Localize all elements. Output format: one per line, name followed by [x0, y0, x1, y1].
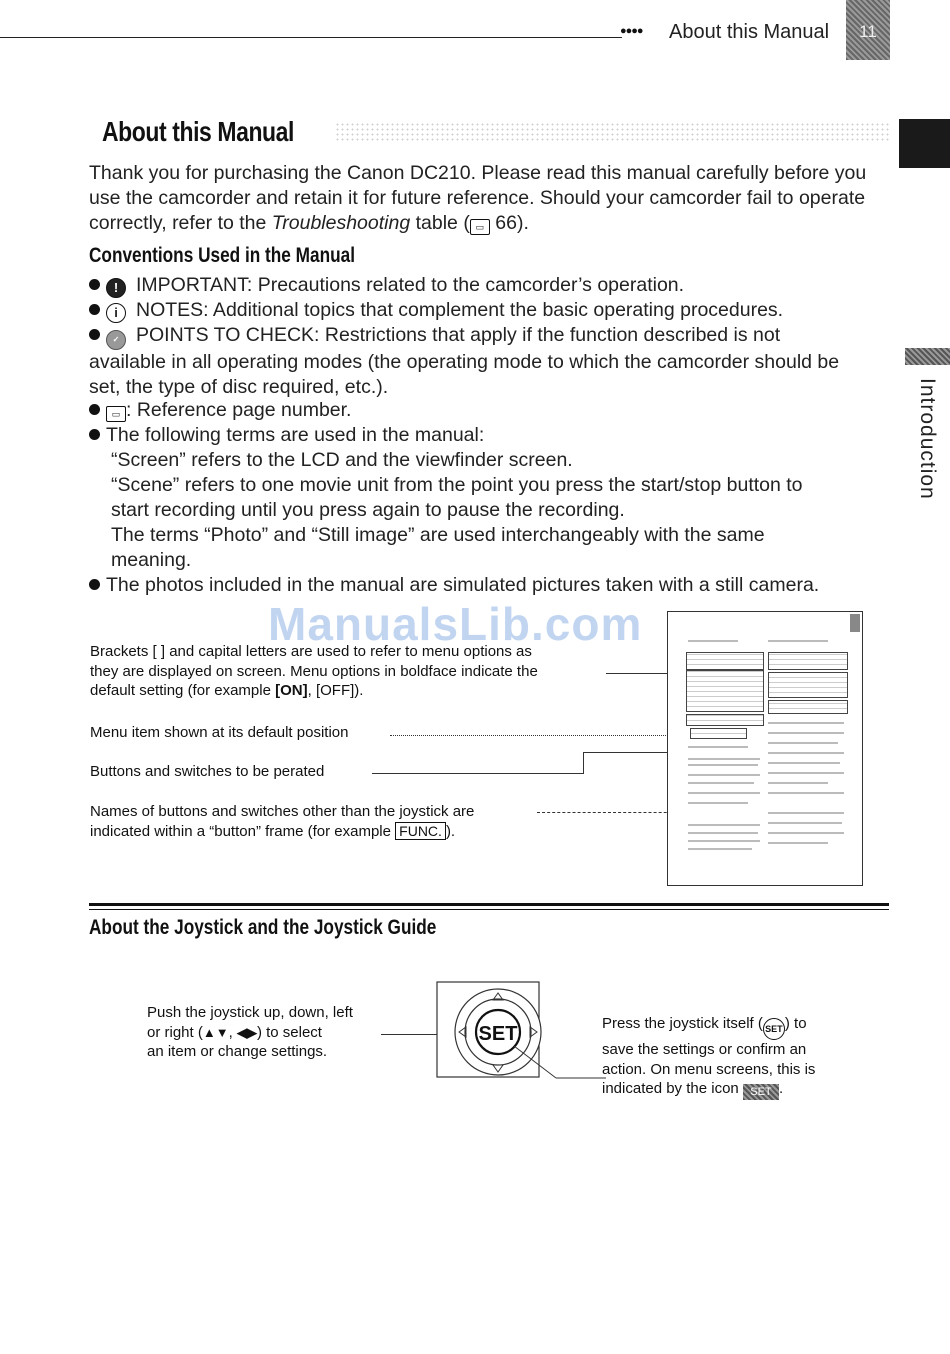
- set-button-icon: SET: [763, 1018, 785, 1040]
- thumb-text: [768, 842, 828, 844]
- notes-text: NOTES: Additional topics that complement the basic operating procedures.: [136, 299, 784, 321]
- thumb-text: [688, 840, 760, 842]
- thumb-text: [768, 772, 844, 774]
- side-tab-hatch: [905, 348, 950, 365]
- intro-close: ).: [516, 212, 529, 234]
- photo-term-line2: meaning.: [111, 549, 192, 571]
- important-icon: !: [106, 278, 126, 298]
- thumb-text: [688, 764, 758, 766]
- troubleshooting-ref: Troubleshooting: [271, 212, 411, 234]
- screen-term: “Screen” refers to the LCD and the viewfinder screen.: [111, 449, 573, 471]
- press-line4: indicated by the icon: [602, 1080, 739, 1097]
- title-decoration: [335, 122, 891, 142]
- watermark: ManualsLib.com: [268, 598, 643, 650]
- callout-menu-item: Menu item shown at its default position: [90, 724, 349, 741]
- book-icon: ▭: [106, 406, 126, 422]
- thumb-text: [688, 802, 748, 804]
- press-line1-end: ) to: [784, 1015, 807, 1032]
- page-title: About this Manual: [102, 116, 295, 147]
- joystick-push-text: [147, 1003, 353, 1062]
- thumb-tab: [850, 614, 860, 632]
- thumb-box: [768, 700, 848, 714]
- thumb-text: [688, 774, 760, 776]
- thumb-text: [688, 782, 754, 784]
- leader-line: [390, 735, 690, 736]
- terms-text: The following terms are used in the manual:: [106, 424, 485, 446]
- bullet-icon: [89, 304, 100, 315]
- thumb-text: [688, 824, 760, 826]
- thumb-text: [688, 746, 748, 748]
- thumb-box: [768, 672, 848, 698]
- leader-line: [583, 752, 584, 773]
- thumb-text: [768, 782, 828, 784]
- important-text: IMPORTANT: Precautions related to the camcorder’s operation.: [136, 274, 685, 296]
- default-option: [ON]: [275, 682, 308, 699]
- brackets-line3-end: , [OFF]).: [307, 682, 364, 699]
- callout-brackets: [90, 642, 538, 701]
- names-line2: indicated within a “button” frame (for example: [90, 822, 396, 840]
- header-title: About this Manual: [669, 21, 830, 43]
- names-line2-end: ).: [445, 822, 456, 840]
- photo-term-line1: The terms “Photo” and “Still image” are used interchangeably with the same: [111, 524, 765, 546]
- thumb-text: [768, 792, 844, 794]
- press-line2: save the settings or confirm an: [602, 1041, 807, 1058]
- press-line3: action. On menu screens, this is: [602, 1060, 816, 1078]
- bullet-icon: [89, 279, 100, 290]
- thumb-box: [686, 714, 764, 726]
- push-line2: or right (: [147, 1023, 203, 1041]
- thumb-text: [768, 742, 838, 744]
- points-line3: set, the type of disc required, etc.).: [89, 376, 389, 398]
- callout-names: [90, 802, 474, 841]
- thumb-text: [768, 762, 840, 764]
- intro-text: Thank you for purchasing the Canon DC210. Please read this manual carefully before you use the camcorder and retain it for future reference. Should your camcorder fail to operate correctly, refer to the: [89, 162, 867, 234]
- thumb-text: [768, 832, 844, 834]
- joystick-heading: About the Joystick and the Joystick Guide: [89, 916, 437, 939]
- push-line1: Push the joystick up, down, left: [147, 1004, 353, 1021]
- convention-notes: [89, 298, 889, 323]
- press-line1: Press the joystick itself (: [602, 1015, 763, 1032]
- joystick-press-text: [602, 1014, 815, 1100]
- func-button-frame: FUNC.: [395, 822, 446, 840]
- header-dots: ●●●●: [620, 25, 643, 37]
- thumb-box: [686, 670, 764, 712]
- example-page-thumbnail: [667, 611, 863, 886]
- leader-line: [372, 773, 584, 774]
- photos-text: The photos included in the manual are simulated pictures taken with a still camera.: [106, 574, 820, 596]
- thumb-text: [768, 640, 828, 642]
- points-line1: POINTS TO CHECK: Restrictions that apply if the function described is not: [136, 324, 781, 346]
- convention-important: [89, 273, 889, 298]
- push-comma: ,: [228, 1023, 237, 1041]
- thumb-text: [768, 732, 844, 734]
- thumb-text: [688, 758, 760, 760]
- thumb-text: [768, 822, 842, 824]
- check-icon: ✓: [106, 330, 126, 350]
- header-rule: [0, 37, 622, 38]
- convention-photos: [89, 573, 889, 598]
- leader-line: [537, 812, 687, 813]
- thumb-text: [688, 640, 738, 642]
- bullet-icon: [89, 429, 100, 440]
- book-icon: ▭: [470, 219, 490, 235]
- scene-term-line1: “Scene” refers to one movie unit from the point you press the start/stop button to: [111, 474, 803, 496]
- convention-reference: [89, 398, 889, 423]
- thumb-box: [690, 728, 747, 739]
- press-end: .: [778, 1080, 784, 1097]
- bullet-icon: [89, 329, 100, 340]
- thumb-box: [768, 652, 848, 670]
- convention-points: [89, 323, 889, 400]
- set-menu-icon: SET: [743, 1084, 779, 1100]
- brackets-line3: default setting (for example: [90, 682, 276, 699]
- intro-paragraph: [89, 161, 889, 236]
- left-right-arrows-icon: ◀▶: [236, 1024, 257, 1040]
- side-tab-label: Introduction: [916, 378, 939, 500]
- thumb-text: [768, 722, 844, 724]
- thumb-box: [686, 652, 764, 670]
- joystick-diagram: [436, 980, 606, 1080]
- scene-term-line2: start recording until you press again to pause the recording.: [111, 499, 625, 521]
- reference-text: : Reference page number.: [126, 399, 352, 421]
- push-line2-end: ) to select: [256, 1023, 322, 1041]
- intro-page-ref: 66: [495, 212, 517, 234]
- section-rule-thick: [89, 903, 889, 906]
- side-tab-marker: [899, 119, 950, 168]
- info-icon: i: [106, 303, 126, 323]
- thumb-text: [688, 792, 760, 794]
- bullet-icon: [89, 579, 100, 590]
- conventions-heading: Conventions Used in the Manual: [89, 244, 355, 267]
- brackets-line1: Brackets [ ] and capital letters are used to refer to menu options as: [90, 643, 532, 660]
- thumb-text: [768, 812, 844, 814]
- intro-text-after: table (: [410, 212, 470, 234]
- section-rule-thin: [89, 909, 889, 910]
- thumb-text: [688, 832, 758, 834]
- set-button-label: SET: [478, 1023, 518, 1045]
- convention-terms: [89, 423, 889, 573]
- points-line2: available in all operating modes (the operating mode to which the camcorder should be: [89, 351, 840, 373]
- callout-buttons: Buttons and switches to be perated: [90, 763, 325, 780]
- push-line3: an item or change settings.: [147, 1043, 328, 1060]
- page-number-box: [846, 0, 890, 60]
- names-line1: Names of buttons and switches other than the joystick are: [90, 803, 475, 820]
- thumb-text: [768, 752, 844, 754]
- bullet-icon: [89, 404, 100, 415]
- brackets-line2: they are displayed on screen. Menu options in boldface indicate the: [90, 662, 538, 680]
- terms-details: [89, 448, 889, 573]
- page-number: 11: [859, 22, 877, 41]
- up-down-arrows-icon: ▲▼: [202, 1024, 229, 1040]
- thumb-text: [688, 848, 752, 850]
